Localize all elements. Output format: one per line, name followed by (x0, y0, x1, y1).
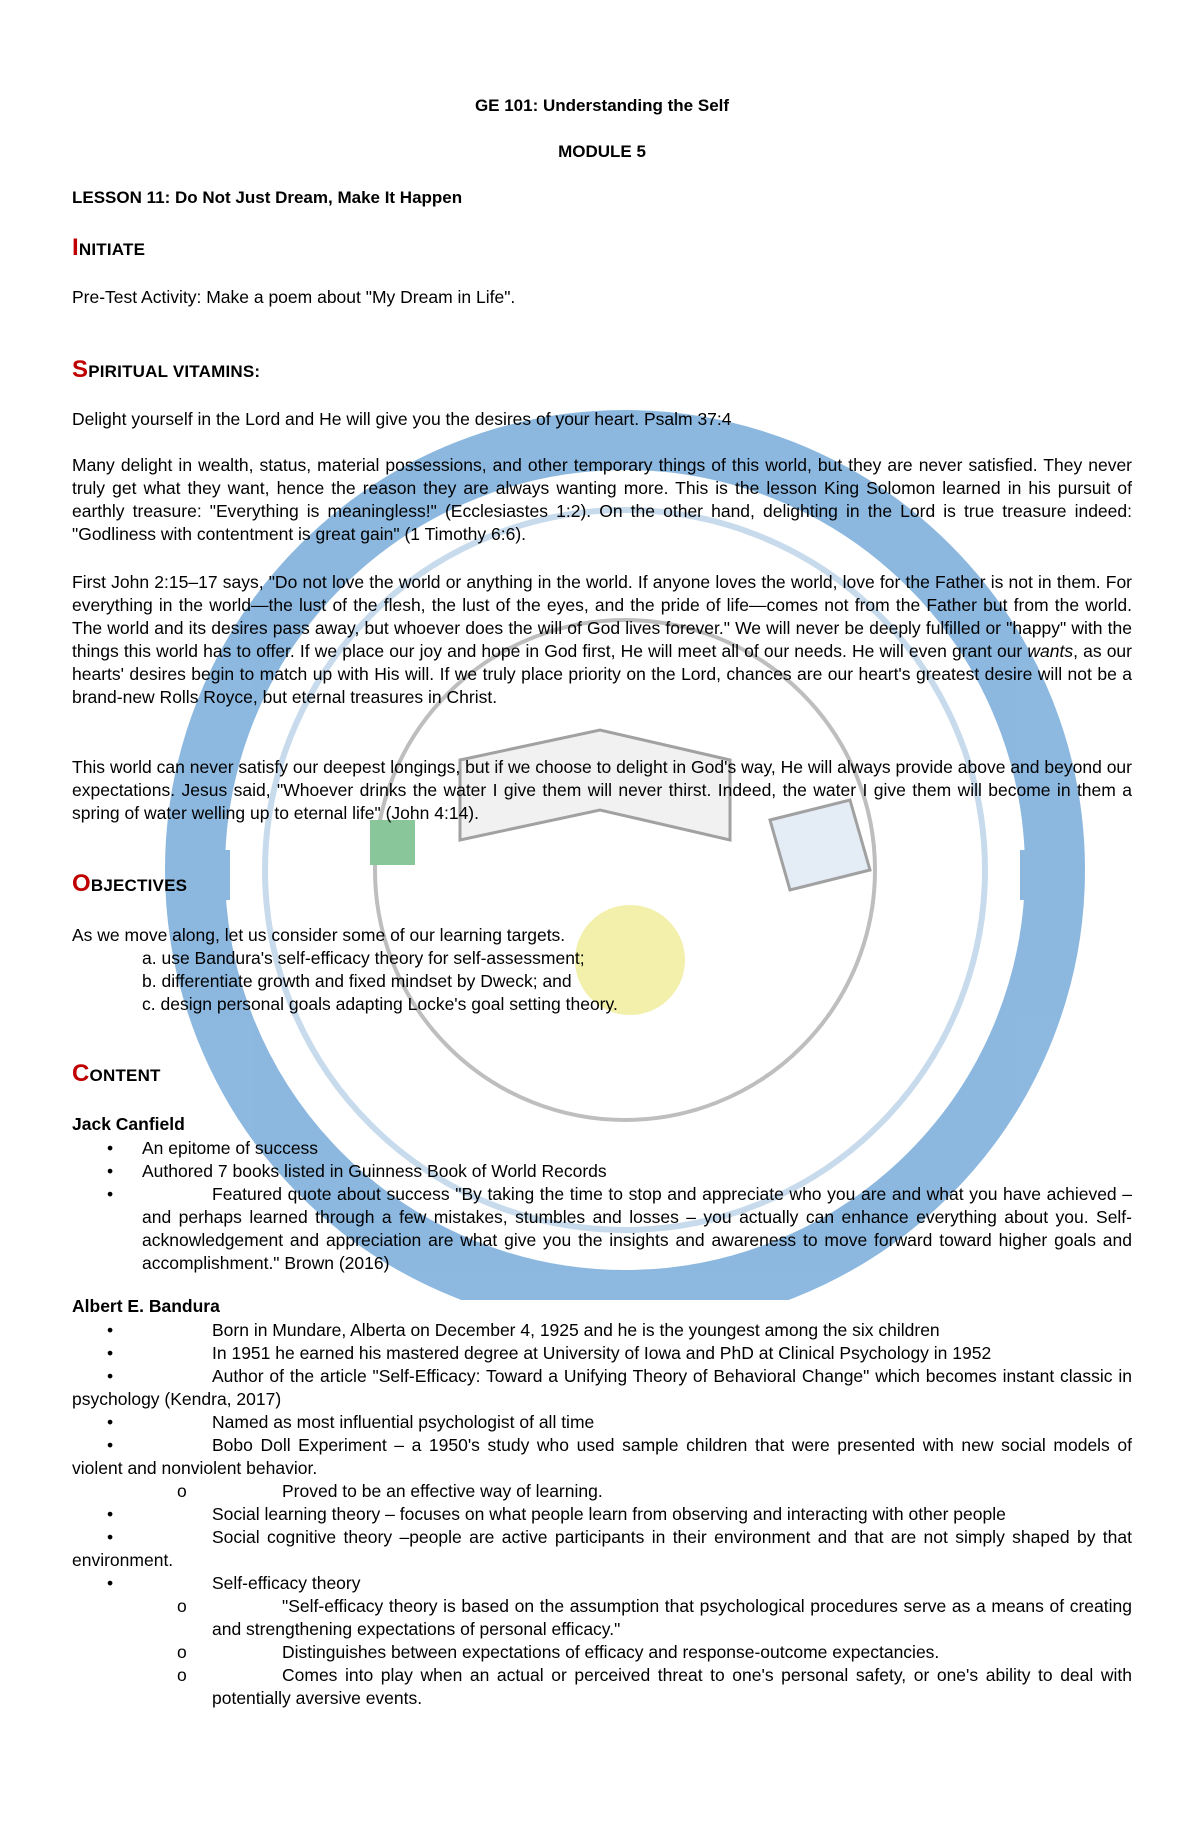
heading-rest: BJECTIVES (90, 876, 188, 895)
list-item-text: Social learning theory – focuses on what people learn from observing and interacting with other people (212, 1504, 1006, 1524)
list-item-text: Distinguishes between expectations of efficacy and response-outcome expectancies. (282, 1642, 940, 1662)
objective-item: a. use Bandura's self-efficacy theory for self-assessment; (142, 948, 585, 968)
list-item (72, 1526, 1132, 1572)
heading-rest: PIRITUAL VITAMINS: (88, 362, 261, 381)
list-item-text: Social cognitive theory –people are active participants in their environment and that are not simply shaped by that environment. (72, 1527, 1132, 1570)
heading-cap: C (72, 1060, 90, 1087)
list-item-text: Comes into play when an actual or perceived threat to one's personal safety, or one's ability to deal with potentially aversive events. (212, 1665, 1132, 1708)
bullet-icon: • (107, 1161, 114, 1181)
paragraph-2 (72, 571, 1132, 709)
objectives-list (142, 947, 618, 1016)
list-item (72, 1411, 1132, 1434)
list-item (72, 1365, 1132, 1411)
paragraph-2-a: First John 2:15–17 says, "Do not love the world or anything in the world. If anyone loves the world, love for the Father is not in them. For everything in the world—the lust of the flesh, the lust of the eyes, and the pride of life—comes not from the Father but from the world. The world and its desires pass away, but whoever does the will of God lives forever." We will never be deeply fulfilled or "happy" with the things this world has to offer. If we place our joy and hope in God first, He will meet all of our needs. He will even grant our (72, 572, 1132, 661)
lesson-title: LESSON 11: Do Not Just Dream, Make It Happen (72, 188, 463, 207)
bullet-icon: • (107, 1138, 114, 1158)
list-item (72, 1160, 1132, 1183)
bullet-icon: • (107, 1343, 114, 1363)
heading-cap: O (72, 870, 91, 897)
list-item-text: Born in Mundare, Alberta on December 4, 1925 and he is the youngest among the six children (212, 1320, 940, 1340)
list-item (72, 1434, 1132, 1480)
canfield-heading: Jack Canfield (72, 1114, 185, 1134)
sub-list-item (72, 1480, 1132, 1503)
sub-bullet-icon: o (177, 1481, 187, 1501)
sub-list-item (72, 1641, 1132, 1664)
heading-cap: I (72, 234, 79, 261)
objective-item: c. design personal goals adapting Locke's goal setting theory. (142, 994, 618, 1014)
bullet-icon: • (107, 1184, 114, 1204)
heading-spiritual-vitamins (72, 356, 260, 384)
sub-bullet-icon: o (177, 1642, 187, 1662)
list-item (72, 1572, 1132, 1595)
bullet-icon: • (107, 1573, 114, 1593)
heading-initiate (72, 234, 145, 262)
list-item-text: An epitome of success (142, 1138, 319, 1158)
bullet-icon: • (107, 1366, 114, 1386)
objective-item: b. differentiate growth and fixed mindset by Dweck; and (142, 971, 572, 991)
heading-objectives (72, 870, 187, 898)
sub-bullet-icon: o (177, 1596, 187, 1616)
list-item-text: "Self-efficacy theory is based on the assumption that psychological procedures serve as a means of creating and strengthening expectations of personal efficacy." (212, 1596, 1132, 1639)
bullet-icon: • (107, 1435, 114, 1455)
bandura-list (72, 1319, 1132, 1710)
list-item (72, 1183, 1132, 1275)
heading-cap: S (72, 356, 89, 383)
paragraph-2-emphasis: wants (1027, 641, 1074, 661)
sub-list-item (72, 1664, 1132, 1710)
heading-rest: ONTENT (89, 1066, 161, 1085)
list-item-text: Named as most influential psychologist of all time (212, 1412, 595, 1432)
bible-verse: Delight yourself in the Lord and He will give you the desires of your heart. Psalm 37:4 (72, 409, 732, 429)
heading-rest: NITIATE (78, 240, 146, 259)
bullet-icon: • (107, 1504, 114, 1524)
module-label: MODULE 5 (558, 142, 646, 161)
list-item (72, 1342, 1132, 1365)
list-item-text: Self-efficacy theory (212, 1573, 361, 1593)
sub-list-item (72, 1595, 1132, 1641)
course-title: GE 101: Understanding the Self (474, 96, 730, 115)
list-item (72, 1319, 1132, 1342)
sub-bullet-icon: o (177, 1665, 187, 1685)
list-item (72, 1137, 1132, 1160)
pretest-activity: Pre-Test Activity: Make a poem about "My Dream in Life". (72, 287, 516, 307)
paragraph-2-b: , as our hearts' desires begin to match up with His will. If we truly place priority on the Lord, chances are our heart's greatest desire will not be a brand-new Rolls Royce, but eternal treasures in Christ. (72, 641, 1132, 707)
bullet-icon: • (107, 1527, 114, 1547)
paragraph-3: This world can never satisfy our deepest longings, but if we choose to delight in God's way, He will always provide above and beyond our expectations. Jesus said, "Whoever drinks the water I give them will never thirst. Indeed, the water I give them will become in them a spring of water welling up to eternal life" (John 4:14). (72, 757, 1132, 823)
list-item-text: Featured quote about success "By taking the time to stop and appreciate who you are and what you have achieved – and perhaps learned through a few mistakes, stumbles and losses – you actually can enhance everything about you. Self-acknowledgement and appreciation are what give you the insights and awareness to move forward toward higher goals and accomplishment." Brown (2016) (142, 1184, 1132, 1273)
paragraph-1: Many delight in wealth, status, material possessions, and other temporary things of this world, but they are never satisfied. They never truly get what they want, hence the reason they are always wanting more. This is the lesson King Solomon learned in his pursuit of earthly treasure: "Everything is meaningless!" (Ecclesiastes 1:2). On the other hand, delighting in the Lord is true treasure indeed: "Godliness with contentment is great gain" (1 Timothy 6:6). (72, 455, 1132, 544)
list-item-text: In 1951 he earned his mastered degree at University of Iowa and PhD at Clinical Psychology in 1952 (212, 1343, 992, 1363)
canfield-list (72, 1137, 1132, 1275)
list-item-text: Proved to be an effective way of learning. (282, 1481, 603, 1501)
heading-content (72, 1060, 161, 1088)
bandura-heading: Albert E. Bandura (72, 1296, 220, 1316)
list-item (72, 1503, 1132, 1526)
list-item-text: Authored 7 books listed in Guinness Book of World Records (142, 1161, 607, 1181)
bullet-icon: • (107, 1320, 114, 1340)
bullet-icon: • (107, 1412, 114, 1432)
list-item-text: Author of the article "Self-Efficacy: Toward a Unifying Theory of Behavioral Change" which becomes instant classic in psychology (Kendra, 2017) (72, 1366, 1132, 1409)
objectives-intro: As we move along, let us consider some of our learning targets. (72, 925, 566, 945)
list-item-text: Bobo Doll Experiment – a 1950's study who used sample children that were presented with new social models of violent and nonviolent behavior. (72, 1435, 1132, 1478)
